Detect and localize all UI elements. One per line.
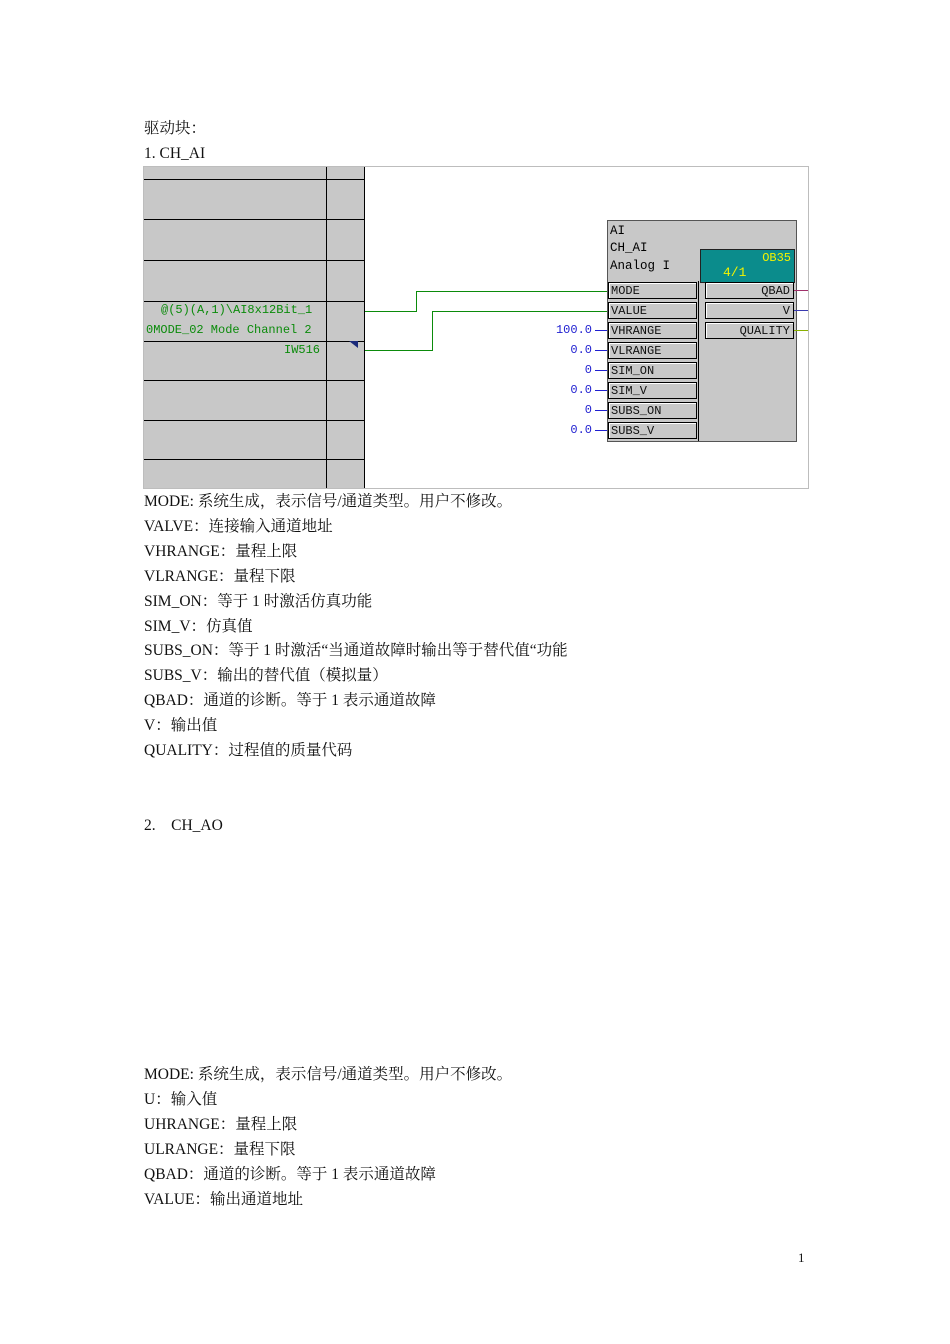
sheet-column-divider <box>326 167 327 488</box>
ao-desc-line: MODE: 系统生成，表示信号/通道类型。用户不修改。 <box>144 1066 513 1083</box>
block-name: CH_AI <box>610 241 648 255</box>
sheet-row-line <box>144 420 364 421</box>
param-tick <box>595 410 607 411</box>
ai-desc-line: VLRANGE：量程下限 <box>144 568 296 585</box>
ai-desc-line: SUBS_ON：等于 1 时激活“当通道故障时输出等于替代值“功能 <box>144 642 568 659</box>
sheet-row-line <box>144 260 364 261</box>
sheet-row-line <box>144 341 364 342</box>
param-value-sim-on[interactable]: 0 <box>584 363 592 377</box>
ao-desc-line: UHRANGE：量程上限 <box>144 1116 298 1133</box>
output-line-qbad <box>794 290 808 291</box>
ch-ai-block[interactable] <box>607 220 797 442</box>
param-tick <box>595 430 607 431</box>
sheet-row-line <box>144 301 364 302</box>
ai-desc-line: SIM_V：仿真值 <box>144 618 253 635</box>
signal-description[interactable]: 0MODE_02 Mode Channel 2 <box>146 323 312 337</box>
param-value-vlrange[interactable]: 0.0 <box>570 343 592 357</box>
ai-desc-line: QUALITY：过程值的质量代码 <box>144 742 353 759</box>
sheet-row-line <box>144 219 364 220</box>
param-tick <box>595 330 607 331</box>
ob-runtime-badge <box>700 249 795 283</box>
input-port-mode[interactable]: MODE <box>608 282 697 299</box>
ao-desc-line: VALUE：输出通道地址 <box>144 1191 304 1208</box>
param-value-vhrange[interactable]: 100.0 <box>555 323 592 337</box>
input-port-vhrange[interactable]: VHRANGE <box>608 322 697 339</box>
sheet-row-line <box>144 459 364 460</box>
sheet-row-line <box>144 380 364 381</box>
block-comment: Analog I <box>610 259 671 273</box>
input-port-vlrange[interactable]: VLRANGE <box>608 342 697 359</box>
param-tick <box>595 350 607 351</box>
output-port-v[interactable]: V <box>705 302 794 319</box>
signal-sheet <box>144 167 365 488</box>
sheet-row-line <box>144 179 364 180</box>
block-type: AI <box>610 224 626 238</box>
ao-desc-line: U：输入值 <box>144 1091 218 1108</box>
wire-value <box>432 311 433 351</box>
wire-mode <box>416 291 607 292</box>
signal-address[interactable]: @(5)(A,1)\AI8x12Bit_1 <box>161 303 313 317</box>
wire-value <box>365 350 433 351</box>
section-title-ch-ai: 1. CH_AI <box>144 145 206 162</box>
ai-desc-line: SUBS_V：输出的替代值（模拟量） <box>144 667 388 684</box>
ai-desc-line: VHRANGE：量程上限 <box>144 543 298 560</box>
ch-ai-diagram <box>143 166 809 489</box>
wire-value <box>432 311 607 312</box>
input-port-subs-v[interactable]: SUBS_V <box>608 422 697 439</box>
ao-desc-line: QBAD：通道的诊断。等于 1 表示通道故障 <box>144 1166 436 1183</box>
ai-desc-line: VALVE：连接输入通道地址 <box>144 518 333 535</box>
input-port-sim-on[interactable]: SIM_ON <box>608 362 697 379</box>
output-line-quality <box>794 330 808 331</box>
section-title-ch-ao: 2. CH_AO <box>144 817 223 834</box>
page-number: 1 <box>798 1250 805 1265</box>
ai-desc-line: SIM_ON：等于 1 时激活仿真功能 <box>144 593 373 610</box>
ao-desc-line: ULRANGE：量程下限 <box>144 1141 296 1158</box>
block-divider <box>698 281 699 441</box>
signal-symbol[interactable]: IW516 <box>284 343 321 357</box>
output-line-v <box>794 310 808 311</box>
output-port-quality[interactable]: QUALITY <box>705 322 794 339</box>
wire-mode <box>416 291 417 312</box>
output-port-qbad[interactable]: QBAD <box>705 282 794 299</box>
connector-arrow-icon <box>349 341 358 348</box>
ai-desc-line: V：输出值 <box>144 717 218 734</box>
input-port-sim-v[interactable]: SIM_V <box>608 382 697 399</box>
param-tick <box>595 370 607 371</box>
ai-desc-line: QBAD：通道的诊断。等于 1 表示通道故障 <box>144 692 436 709</box>
input-port-value[interactable]: VALUE <box>608 302 697 319</box>
ob-sequence: 4/1 <box>723 265 747 280</box>
input-port-subs-on[interactable]: SUBS_ON <box>608 402 697 419</box>
param-value-sim-v[interactable]: 0.0 <box>570 383 592 397</box>
ob-label: OB35 <box>762 251 791 265</box>
param-value-subs-on[interactable]: 0 <box>584 403 592 417</box>
heading: 驱动块： <box>144 120 207 137</box>
wire-mode <box>365 311 417 312</box>
param-value-subs-v[interactable]: 0.0 <box>570 423 592 437</box>
ai-desc-line: MODE: 系统生成，表示信号/通道类型。用户不修改。 <box>144 493 513 510</box>
param-tick <box>595 390 607 391</box>
